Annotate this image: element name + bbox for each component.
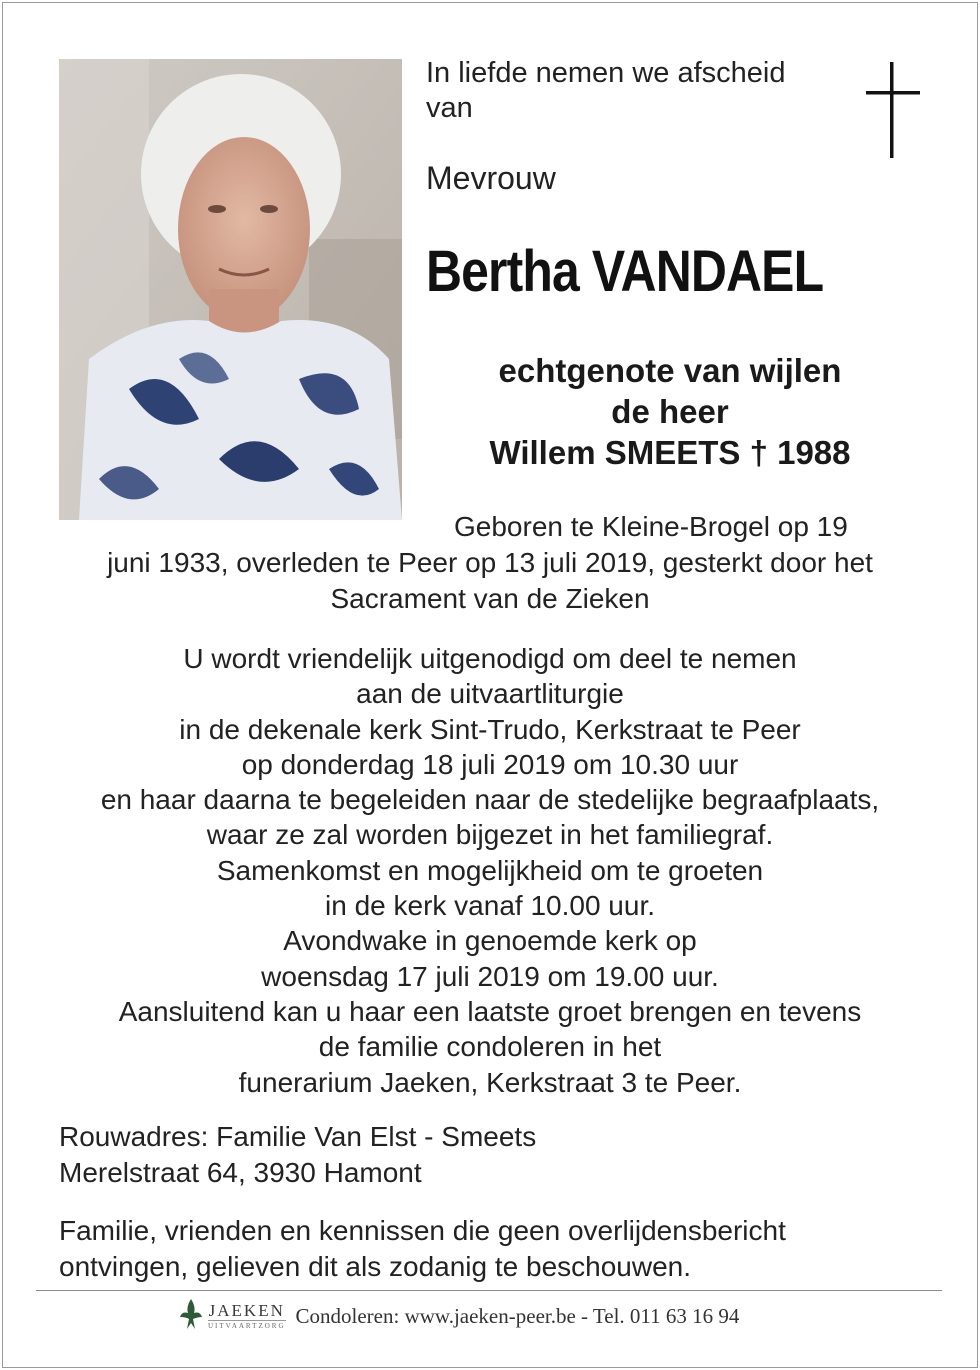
dove-icon <box>178 1297 204 1336</box>
born-line-2: juni 1933, overleden te Peer op 13 juli 2019, gesterkt door het <box>107 547 873 578</box>
invitation-line: in de dekenale kerk Sint-Trudo, Kerkstraat te Peer <box>179 713 801 745</box>
intro-line-2: van <box>426 92 473 124</box>
spouse-line-3: Willem SMEETS † 1988 <box>489 434 851 471</box>
invitation-line: aan de uitvaartliturgie <box>356 678 624 710</box>
intro-line-1: In liefde nemen we afscheid <box>426 57 786 89</box>
mourning-address <box>59 1119 939 1191</box>
invitation-line: Aansluitend kan u haar een laatste groet brengen en tevens <box>118 995 862 1027</box>
logo-subtitle: UITVAARTZORG <box>208 1321 286 1330</box>
footer-divider <box>36 1290 942 1291</box>
invitation-line: en haar daarna te begeleiden naar de stedelijke begraafplaats, <box>100 784 880 816</box>
intro-text <box>426 56 846 126</box>
family-note-line-2: ontvingen, gelieven dit als zodanig te beschouwen. <box>59 1251 691 1282</box>
deceased-name: Bertha VANDAEL <box>426 239 824 304</box>
family-note-line-1: Familie, vrienden en kennissen die geen overlijdensbericht <box>59 1215 786 1246</box>
logo-name: JAEKEN <box>208 1300 285 1320</box>
mourning-address-line-1: Rouwadres: Familie Van Elst - Smeets <box>59 1121 537 1152</box>
condolence-contact[interactable]: Condoleren: www.jaeken-peer.be - Tel. 011 63 16 94 <box>295 1303 740 1328</box>
family-note <box>59 1213 939 1285</box>
portrait-photo <box>59 59 402 520</box>
birth-death-block <box>40 509 940 617</box>
spouse-block <box>420 350 920 473</box>
invitation-block <box>20 641 960 1100</box>
invitation-line: Samenkomst en mogelijkheid om te groeten <box>216 854 764 886</box>
invitation-line: waar ze zal worden bijgezet in het familiegraf. <box>206 819 774 851</box>
spouse-line-1: echtgenote van wijlen <box>498 352 842 389</box>
invitation-line: woensdag 17 juli 2019 om 19.00 uur. <box>261 960 719 992</box>
invitation-line: op donderdag 18 juli 2019 om 10.30 uur <box>241 748 739 780</box>
spouse-line-2: de heer <box>611 393 729 430</box>
jaeken-logo <box>178 1297 286 1336</box>
invitation-line: de familie condoleren in het <box>318 1031 662 1063</box>
invitation-line: Avondwake in genoemde kerk op <box>283 925 697 957</box>
born-line-1: Geboren te Kleine-Brogel op 19 <box>454 511 848 542</box>
invitation-line: funerarium Jaeken, Kerkstraat 3 te Peer. <box>238 1066 742 1098</box>
mourning-address-line-2: Merelstraat 64, 3930 Hamont <box>59 1157 422 1188</box>
born-line-3: Sacrament van de Zieken <box>330 583 650 614</box>
invitation-line: in de kerk vanaf 10.00 uur. <box>325 890 655 922</box>
invitation-line: U wordt vriendelijk uitgenodigd om deel te nemen <box>183 643 797 674</box>
footer <box>178 1296 739 1336</box>
cross-icon <box>864 62 922 160</box>
honorific: Mevrouw <box>426 160 556 196</box>
